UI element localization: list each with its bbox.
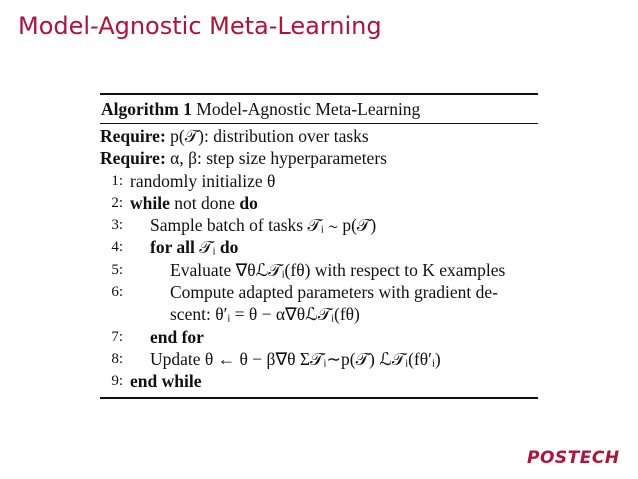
line-keyword: end for <box>150 326 204 347</box>
algorithm-name: Model-Agnostic Meta-Learning <box>196 99 421 119</box>
line-text: Compute adapted parameters with gradient de- <box>170 282 499 303</box>
algorithm-line <box>100 192 538 214</box>
line-text: scent: θ′ᵢ = θ − α∇θℒ𝒯ᵢ(fθ) <box>170 304 360 325</box>
algorithm-line <box>100 348 538 370</box>
postech-logo: POSTECH <box>527 448 620 468</box>
slide-title: Model-Agnostic Meta-Learning <box>18 12 382 40</box>
algorithm-line <box>100 326 538 348</box>
algorithm-line <box>100 259 538 281</box>
line-number: 2: <box>111 194 123 211</box>
line-text: randomly initialize θ <box>130 170 276 191</box>
require-text: p(𝒯): distribution over tasks <box>170 126 369 146</box>
line-number: 7: <box>111 328 123 345</box>
require-keyword: Require: <box>100 126 166 146</box>
algorithm-line <box>100 236 538 258</box>
line-number: 5: <box>111 261 123 278</box>
line-number: 4: <box>111 239 123 256</box>
algorithm-line <box>100 170 538 192</box>
require-keyword: Require: <box>100 148 166 169</box>
line-number: 8: <box>111 350 123 367</box>
algorithm-box <box>100 93 538 399</box>
require-line <box>100 147 538 169</box>
line-text: 𝒯ᵢ <box>194 237 220 258</box>
line-keyword: for all <box>150 237 195 258</box>
line-text: Evaluate ∇θℒ𝒯ᵢ(fθ) with respect to K examples <box>170 259 506 280</box>
algorithm-line <box>100 370 538 392</box>
line-keyword-end: do <box>219 237 239 258</box>
line-keyword-end: do <box>239 192 258 213</box>
algorithm-line <box>100 214 538 236</box>
line-number: 6: <box>111 284 123 301</box>
algorithm-label: Algorithm 1 <box>101 99 192 119</box>
line-text: Sample batch of tasks 𝒯ᵢ ∼ p(𝒯) <box>150 215 377 236</box>
algorithm-lines <box>100 124 538 393</box>
algorithm-line <box>100 303 538 325</box>
algorithm-line <box>100 281 538 303</box>
line-number: 9: <box>111 373 123 390</box>
line-keyword: while <box>130 192 170 213</box>
line-text: not done <box>169 192 240 213</box>
line-number: 1: <box>111 172 123 189</box>
line-keyword: end while <box>130 371 202 392</box>
line-text: Update θ ← θ − β∇θ Σ𝒯ᵢ∼p(𝒯) ℒ𝒯ᵢ(fθ′ᵢ) <box>150 348 441 369</box>
line-number: 3: <box>111 217 123 234</box>
bottom-rule <box>100 397 538 399</box>
require-text: α, β: step size hyperparameters <box>170 148 387 169</box>
require-line <box>100 125 538 147</box>
algorithm-caption <box>100 95 538 123</box>
